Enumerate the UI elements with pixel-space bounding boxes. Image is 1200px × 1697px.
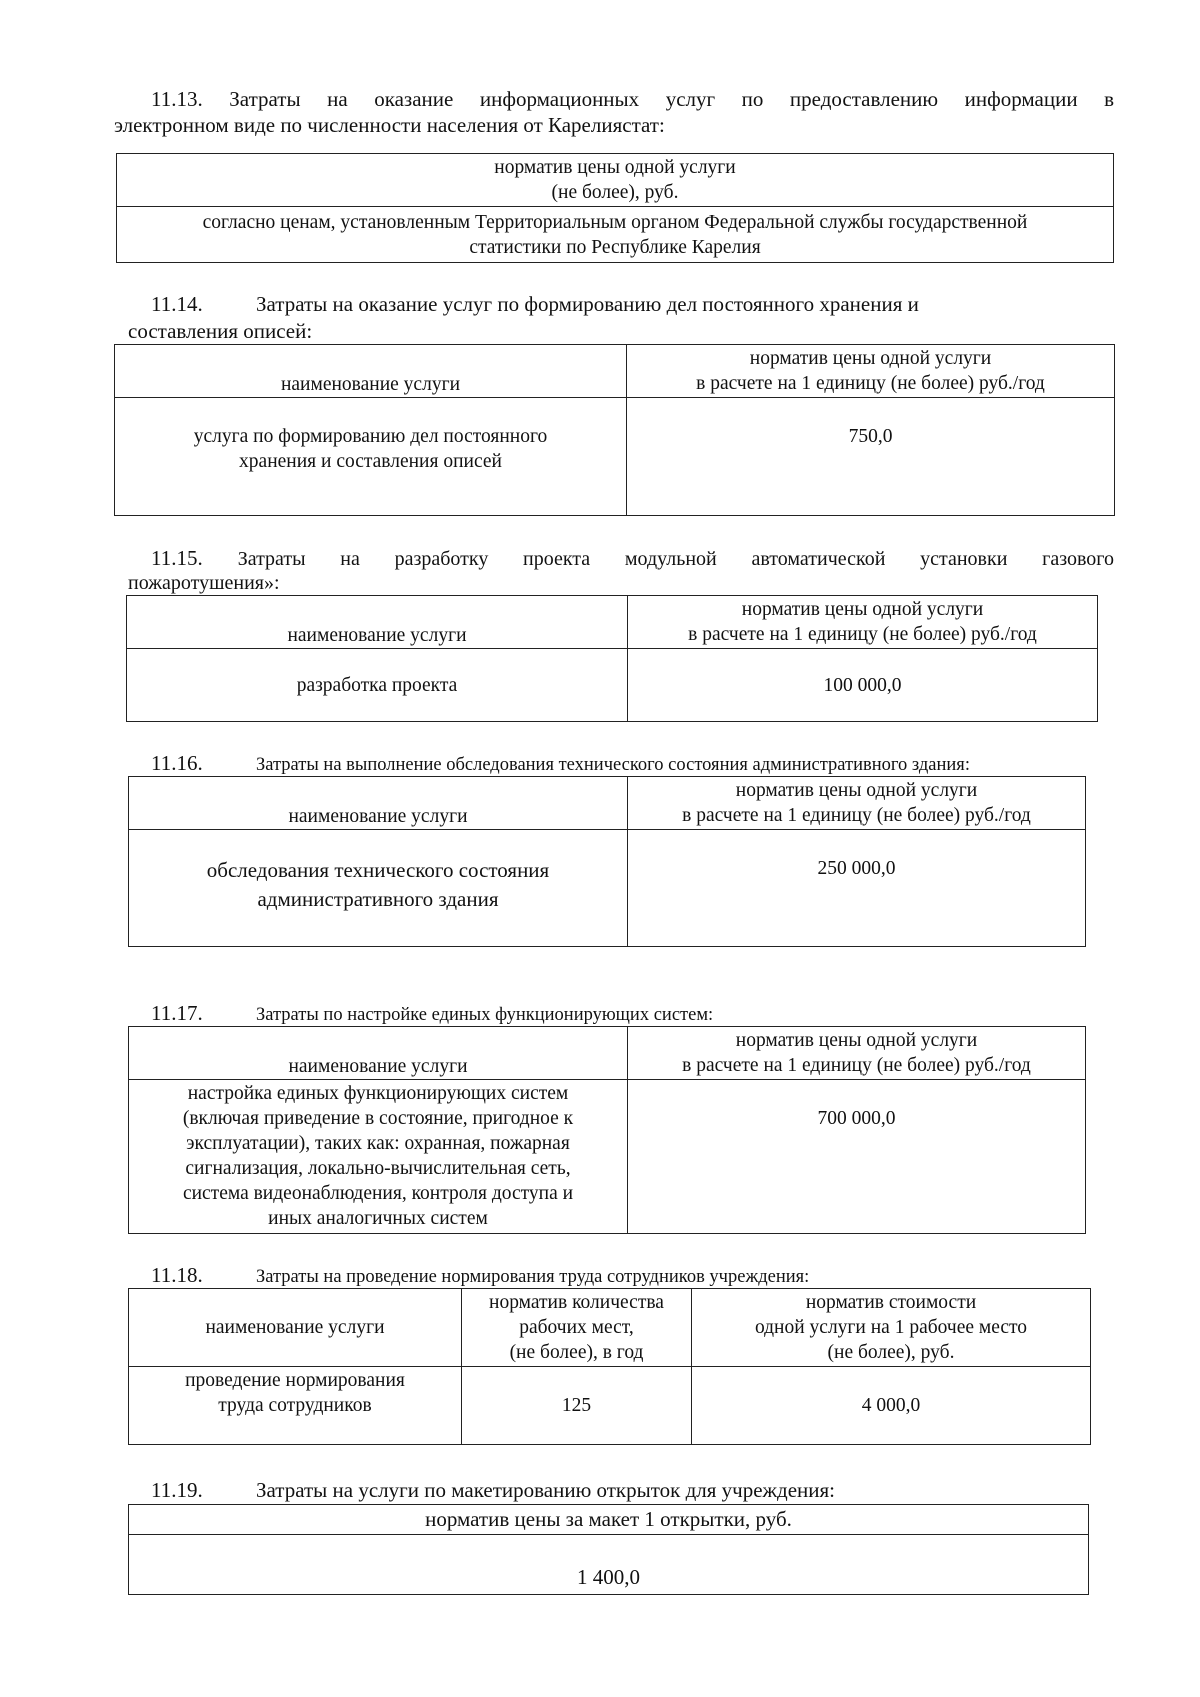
section-number: 11.18. xyxy=(151,1263,203,1287)
section-11-13-heading-line2: электронном виде по численности населения от Карелиястат: xyxy=(114,113,665,137)
table-value-cell: 1 400,0 xyxy=(129,1535,1089,1595)
table-row xyxy=(127,649,1098,722)
section-11-14-heading-line1 xyxy=(151,291,1114,317)
section-heading-text: Затраты на разработку проекта модульной автоматической установки газового xyxy=(237,548,1114,570)
table-row xyxy=(129,830,1086,947)
section-number: 11.14. xyxy=(151,292,203,316)
row-name-cell: разработка проекта xyxy=(127,649,628,722)
section-heading-text: Затраты на выполнение обследования технического состояния административного здания: xyxy=(256,755,970,775)
section-11-17-heading-line1 xyxy=(151,1000,1114,1028)
row-name-cell: обследования технического состояния административного здания xyxy=(129,830,628,947)
row-name-cell: проведение нормирования труда сотрудников xyxy=(129,1367,462,1445)
col-header-name: наименование услуги xyxy=(115,345,627,398)
row-quantity-cell: 125 xyxy=(462,1367,692,1445)
table-row xyxy=(129,1535,1089,1595)
section-heading-text: Затраты по настройке единых функционирующих систем: xyxy=(256,1005,714,1025)
table-11-13 xyxy=(116,153,1114,263)
section-11-15-heading-line1 xyxy=(151,545,1114,572)
col-header-name: наименование услуги xyxy=(127,596,628,649)
section-number: 11.13. xyxy=(151,87,203,111)
row-value-cell: 750,0 xyxy=(627,398,1115,516)
table-row xyxy=(129,1080,1086,1234)
section-number: 11.15. xyxy=(151,546,203,570)
section-11-19-heading-line1 xyxy=(151,1477,1114,1503)
section-11-16-heading-line1 xyxy=(151,750,1121,778)
section-heading-text: Затраты на оказание услуг по формированию дел постоянного хранения и xyxy=(256,292,919,316)
section-heading-text: Затраты на проведение нормирования труда сотрудников учреждения: xyxy=(256,1267,810,1287)
row-name-cell: услуга по формированию дел постоянного хранения и составления описей xyxy=(115,398,627,516)
table-11-14 xyxy=(114,344,1115,516)
table-11-19 xyxy=(128,1504,1089,1595)
table-header-cell: норматив цены за макет 1 открытки, руб. xyxy=(129,1505,1089,1535)
col-header-price: норматив цены одной услуги в расчете на 1 единицу (не более) руб./год xyxy=(628,777,1086,830)
table-row xyxy=(129,1367,1091,1445)
table-row xyxy=(115,398,1115,516)
section-number: 11.19. xyxy=(151,1478,203,1502)
section-11-14-heading-line2: составления описей: xyxy=(128,319,313,343)
table-header-cell: норматив цены одной услуги (не более), руб. xyxy=(117,154,1114,207)
col-header-name: наименование услуги xyxy=(129,1027,628,1080)
row-name-cell: настройка единых функционирующих систем (включая приведение в состояние, пригодное к эксплуатации), таких как: охранная, пожарная сигнализация, локально-вычислительная сеть, система видеонаблюдения, контроля доступа и иных аналогичных систем xyxy=(129,1080,628,1234)
section-heading-text: Затраты на услуги по макетированию открыток для учреждения: xyxy=(256,1478,836,1502)
col-header-quantity: норматив количества рабочих мест, (не более), в год xyxy=(462,1289,692,1367)
table-11-18 xyxy=(128,1288,1091,1445)
table-11-15 xyxy=(126,595,1098,722)
section-heading-text: Затраты на оказание информационных услуг по предоставлению информации в xyxy=(229,87,1115,111)
table-11-16 xyxy=(128,776,1086,947)
table-value-cell: согласно ценам, установленным Территориальным органом Федеральной службы государственной статистики по Республике Карелия xyxy=(117,207,1114,263)
section-11-13-heading-line1 xyxy=(151,86,1114,112)
section-11-18-heading-line1 xyxy=(151,1262,1114,1290)
col-header-price: норматив цены одной услуги в расчете на 1 единицу (не более) руб./год xyxy=(628,596,1098,649)
col-header-name: наименование услуги xyxy=(129,1289,462,1367)
row-value-cell: 250 000,0 xyxy=(628,830,1086,947)
row-value-cell: 100 000,0 xyxy=(628,649,1098,722)
row-value-cell: 700 000,0 xyxy=(628,1080,1086,1234)
section-11-15-heading-line2: пожаротушения»: xyxy=(128,572,280,594)
col-header-price: норматив стоимости одной услуги на 1 рабочее место (не более), руб. xyxy=(692,1289,1091,1367)
section-number: 11.17. xyxy=(151,1001,203,1025)
section-number: 11.16. xyxy=(151,751,203,775)
row-value-cell: 4 000,0 xyxy=(692,1367,1091,1445)
table-11-17 xyxy=(128,1026,1086,1234)
col-header-name: наименование услуги xyxy=(129,777,628,830)
col-header-price: норматив цены одной услуги в расчете на 1 единицу (не более) руб./год xyxy=(628,1027,1086,1080)
col-header-price: норматив цены одной услуги в расчете на 1 единицу (не более) руб./год xyxy=(627,345,1115,398)
